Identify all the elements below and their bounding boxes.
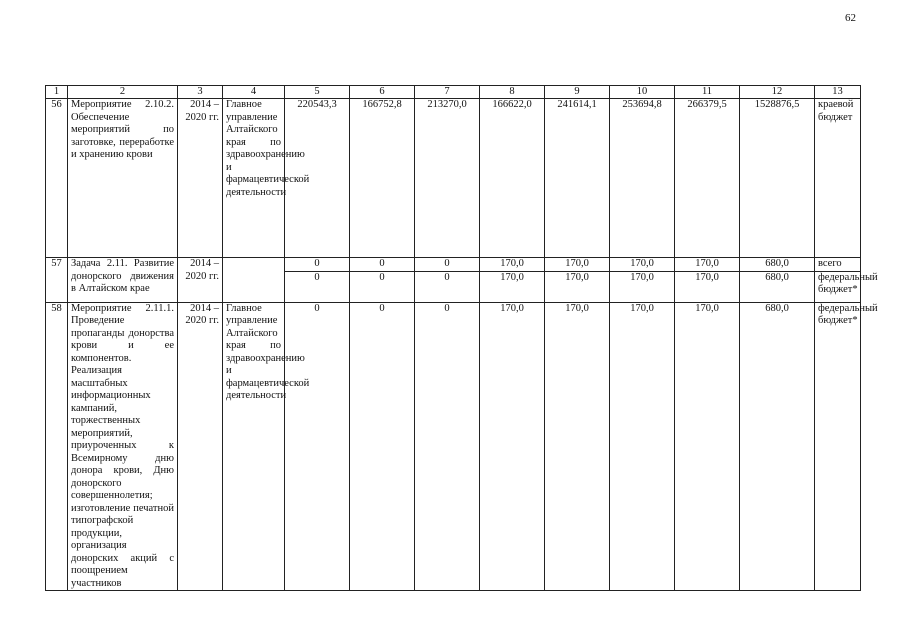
column-header: 3 bbox=[178, 86, 223, 99]
value-cell: 0 bbox=[285, 271, 350, 302]
column-header: 13 bbox=[815, 86, 861, 99]
table-row bbox=[46, 258, 861, 272]
measure-name: Мероприятие 2.11.1. Проведение пропаганды донорства крови и ее компонентов. Реализация масштабных информационных кампаний, торжественных мероприятий, приуроченных к Всемирному дню донора крови, Дню донорского совершеннолетия; изготовление печатной типографской продукции, организация донорских акций с поощрением участников bbox=[68, 302, 178, 591]
column-header: 10 bbox=[610, 86, 675, 99]
funding-source: федеральный бюджет* bbox=[815, 271, 861, 302]
funding-source: краевой бюджет bbox=[815, 99, 861, 258]
value-cell: 170,0 bbox=[480, 302, 545, 591]
value-cell: 170,0 bbox=[610, 302, 675, 591]
value-cell: 680,0 bbox=[740, 258, 815, 272]
value-cell: 0 bbox=[350, 302, 415, 591]
table-row bbox=[46, 302, 861, 591]
value-cell: 0 bbox=[285, 302, 350, 591]
task-name: Задача 2.11. Развитие донорского движения в Алтайском крае bbox=[68, 258, 178, 303]
value-cell: 170,0 bbox=[675, 258, 740, 272]
row-number: 56 bbox=[46, 99, 68, 258]
value-cell: 266379,5 bbox=[675, 99, 740, 258]
column-header: 1 bbox=[46, 86, 68, 99]
value-cell: 0 bbox=[415, 271, 480, 302]
period: 2014 – 2020 гг. bbox=[178, 258, 223, 303]
value-cell: 170,0 bbox=[610, 271, 675, 302]
value-cell: 170,0 bbox=[545, 271, 610, 302]
value-cell: 170,0 bbox=[480, 271, 545, 302]
value-cell: 170,0 bbox=[480, 258, 545, 272]
period: 2014 – 2020 гг. bbox=[178, 302, 223, 591]
value-cell: 170,0 bbox=[545, 258, 610, 272]
column-header: 8 bbox=[480, 86, 545, 99]
column-header: 12 bbox=[740, 86, 815, 99]
measure-name: Мероприятие 2.10.2. Обеспечение мероприятий по заготовке, переработке и хранению крови bbox=[68, 99, 178, 258]
column-header: 5 bbox=[285, 86, 350, 99]
value-cell: 241614,1 bbox=[545, 99, 610, 258]
value-cell: 0 bbox=[350, 271, 415, 302]
value-cell: 170,0 bbox=[675, 271, 740, 302]
value-cell: 166622,0 bbox=[480, 99, 545, 258]
value-cell: 1528876,5 bbox=[740, 99, 815, 258]
column-header: 6 bbox=[350, 86, 415, 99]
value-cell: 213270,0 bbox=[415, 99, 480, 258]
funding-source: федеральный бюджет* bbox=[815, 302, 861, 591]
table-row bbox=[46, 99, 861, 258]
row-number: 57 bbox=[46, 258, 68, 303]
value-cell: 220543,3 bbox=[285, 99, 350, 258]
value-cell: 0 bbox=[285, 258, 350, 272]
period: 2014 – 2020 гг. bbox=[178, 99, 223, 258]
funding-source: всего bbox=[815, 258, 861, 272]
row-number: 58 bbox=[46, 302, 68, 591]
executor bbox=[223, 258, 285, 303]
value-cell: 0 bbox=[350, 258, 415, 272]
column-number-row bbox=[46, 86, 861, 99]
value-cell: 680,0 bbox=[740, 302, 815, 591]
program-table bbox=[45, 85, 878, 591]
column-header: 11 bbox=[675, 86, 740, 99]
page-number: 62 bbox=[845, 12, 856, 24]
column-header: 4 bbox=[223, 86, 285, 99]
executor: Главное управление Алтайского края по здравоохранению и фармацевтической деятельности bbox=[223, 302, 285, 591]
value-cell: 166752,8 bbox=[350, 99, 415, 258]
value-cell: 170,0 bbox=[675, 302, 740, 591]
value-cell: 253694,8 bbox=[610, 99, 675, 258]
column-header: 2 bbox=[68, 86, 178, 99]
executor: Главное управление Алтайского края по здравоохранению и фармацевтической деятельности bbox=[223, 99, 285, 258]
value-cell: 170,0 bbox=[610, 258, 675, 272]
value-cell: 0 bbox=[415, 258, 480, 272]
column-header: 7 bbox=[415, 86, 480, 99]
value-cell: 680,0 bbox=[740, 271, 815, 302]
value-cell: 0 bbox=[415, 302, 480, 591]
value-cell: 170,0 bbox=[545, 302, 610, 591]
column-header: 9 bbox=[545, 86, 610, 99]
